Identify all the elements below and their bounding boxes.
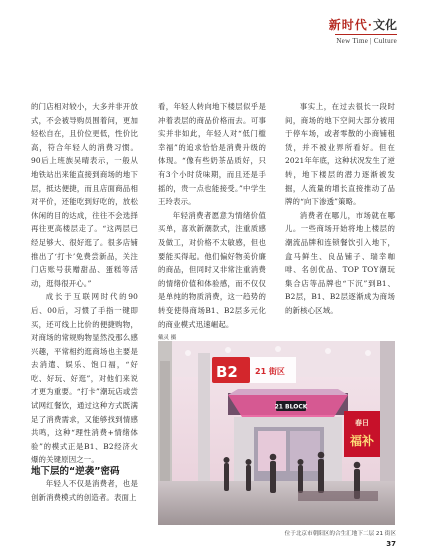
column-2-paragraph-2: 年轻消费者愿意为情绪价值买单，喜欢新潮款式，注重质感及做工，对价格不太敏感，但也要能买得起。他们偏好物美价廉的商品，但同时又非常注重消费的情绪价值和体验感，而不仅仅是单纯的物质消费，这一趋势的转变使得商场B1、B2层多元化的商业模式迅速崛起。 [158, 210, 266, 329]
column-3-paragraph-1: 事实上，在过去很长一段时间，商场的地下空间大部分被用于停车场，或者零散的小商铺租赁，并不被业界所看好。但在2021年年底，这种状况发生了逆转，地下楼层的潜力逐渐被发掘，人流量的增长直接推动了品牌的“向下渗透”策略。 [285, 102, 395, 207]
masthead-section: 文化 [372, 18, 397, 32]
column-1 [31, 100, 138, 467]
b2-sign-floor: B2 [216, 363, 238, 381]
column-2 [158, 100, 266, 331]
b2-sign-label: 21 街区 [255, 367, 285, 376]
masthead-brand: 新时代 [328, 18, 368, 32]
page-number: 37 [386, 540, 396, 548]
section-subhead: 地下层的“逆袭”密码 [31, 466, 120, 477]
column-1-paragraph-1: 的门店相对较小，大多并非开放式，不会被导购员围着问，更加轻松自在，且价位更低，性价比高，符合年轻人的消费习惯。90后上班族吴晴表示，一般从地铁站出来能直接到商场的地下层，抵达便捷，而且店面商品相对平价，还能吃到好吃的，放松休闲的目的达成，往往不会选择再往更高楼层走了。“这两层已经足够大、很好逛了。很多店铺推出了‘打卡’免费尝新品，关注门店账号获赠甜品、蛋糕等活动，逛得很开心。” [31, 102, 138, 288]
store-sign-text: 21 BLOCK [274, 403, 308, 411]
mall-photo [158, 341, 395, 525]
column-2-paragraph-1: 看，年轻人转向地下楼层似乎是冲着表层的商品价格而去。可事实并非如此，年轻人对“低门槛幸福”的追求恰恰是消费升级的体现。“像有些奶茶品质好，只有3个小时货味期，而且还是手摇的，贵一点也能接受。”中学生王玲表示。 [158, 102, 266, 207]
column-1-paragraph-3: 年轻人不仅是消费者，也是创新消费模式的创造者。表面上 [31, 479, 138, 502]
column-3-paragraph-2: 消费者在哪儿，市场就在哪儿。一些商场开始将地上楼层的潮流品牌和连锁餐饮引入地下，盒马鲜生、良品铺子、瑞幸咖啡、名创优品、TOP TOY潮玩集合店等品牌也“下沉”到B1、B2层，B1、B2层逐渐成为商场的新核心区域。 [285, 210, 395, 315]
mall-photo-illustration [158, 341, 395, 525]
masthead-separator: · [367, 18, 373, 32]
masthead-subtitle: New Time | Culture [336, 37, 397, 45]
photo-caption: 位于北京市朝阳区的合生汇地下二层 21 街区 [284, 531, 396, 537]
masthead-rule [335, 34, 397, 35]
column-3 [285, 100, 395, 318]
masthead [329, 14, 397, 33]
column-1-paragraph-2: 成长于互联网时代的90后、00后，习惯了手指一键即买，还可线上比价的便捷购物，对商场的常规购物显然没那么感兴趣，平常相约逛商场也主要是去消遣、娱乐、饱口福，“好吃、好玩、好逛”，对他们来说才更为重要。“打卡”潮玩店或尝试网红餐饮，通过这种方式既满足了消费需求，又能够找到情感共鸣，这种“理性消费+情绪体验”的模式正是B1、B2经济火爆的关键原因之一。 [31, 292, 138, 465]
photo-credit: 戴灵 摄 [158, 335, 177, 341]
promo-banner-top: 春日 [355, 419, 369, 427]
column-1-continued [31, 477, 138, 504]
promo-banner-main: 福补 [349, 434, 375, 448]
